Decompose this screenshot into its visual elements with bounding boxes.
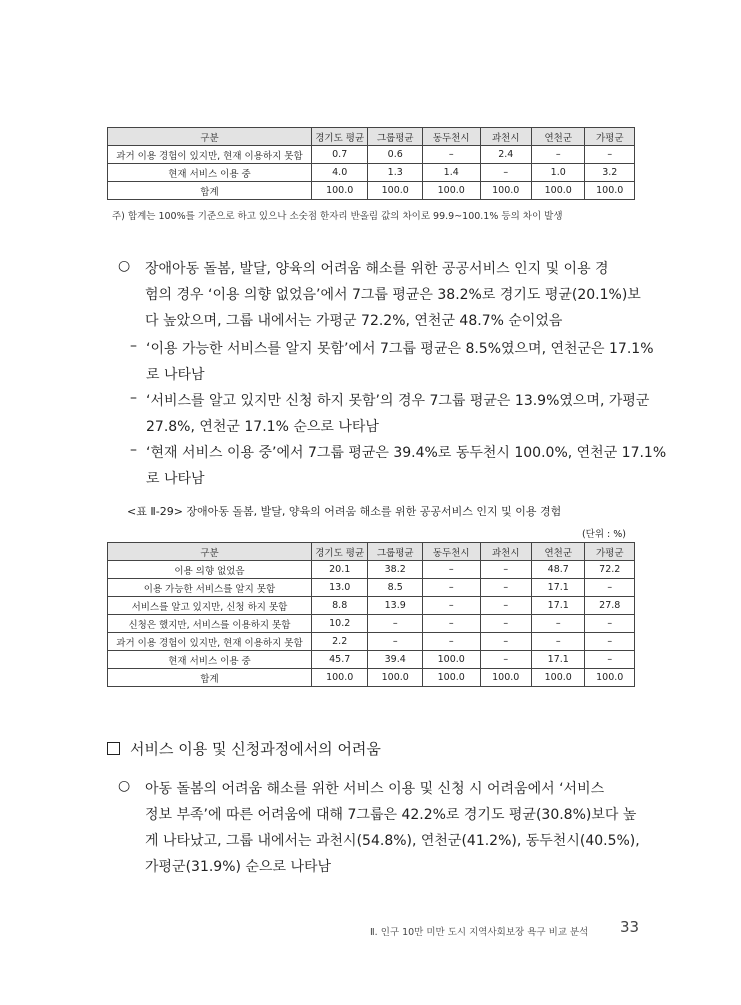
header-cell: 가평군: [585, 128, 635, 146]
table-cell: 17.1: [531, 579, 585, 597]
table-cell: 27.8: [585, 597, 635, 615]
table-cell: 100.0: [585, 669, 635, 687]
table-cell: 100.0: [311, 182, 368, 200]
header-cell: 연천군: [531, 543, 585, 561]
row-label: 과거 이용 경험이 있지만, 현재 이용하지 못함: [108, 146, 312, 164]
row-label: 이용 의향 없었음: [108, 561, 312, 579]
table-cell: 100.0: [368, 669, 423, 687]
dash-item-line: 로 나타남: [146, 367, 205, 383]
row-label: 합계: [108, 669, 312, 687]
header-cell: 동두천시: [422, 543, 480, 561]
table-cell: –: [585, 633, 635, 651]
table-service-awareness: [107, 542, 635, 687]
table-cell: 48.7: [531, 561, 585, 579]
table-total-row: [108, 669, 635, 687]
table-row: [108, 561, 635, 579]
table-cell: –: [422, 597, 480, 615]
dash-bullet: –: [130, 338, 137, 354]
table-row: [108, 164, 635, 182]
table-cell: –: [585, 579, 635, 597]
row-label: 합계: [108, 182, 312, 200]
table-cell: 100.0: [480, 182, 531, 200]
header-cell: 경기도 평균: [311, 128, 368, 146]
unit-label: (단위 : %): [581, 529, 626, 540]
row-label: 서비스를 알고 있지만, 신청 하지 못함: [108, 597, 312, 615]
section-title: 서비스 이용 및 신청과정에서의 어려움: [130, 740, 381, 758]
dash-item-line: ‘현재 서비스 이용 중’에서 7그룹 평균은 39.4%로 동두천시 100.0%, 연천군 17.1%: [146, 445, 667, 461]
table-cell: –: [480, 164, 531, 182]
table-cell: –: [422, 615, 480, 633]
header-cell: 가평군: [585, 543, 635, 561]
table-cell: 4.0: [311, 164, 368, 182]
paragraph-line: 아동 돌봄의 어려움 해소를 위한 서비스 이용 및 신청 시 어려움에서 ‘서비스: [145, 781, 605, 797]
table-cell: –: [480, 561, 531, 579]
table-cell: 100.0: [422, 182, 480, 200]
circle-bullet: ○: [118, 258, 131, 274]
table-cell: 10.2: [311, 615, 368, 633]
table-cell: –: [531, 146, 585, 164]
header-cell: 과천시: [480, 543, 531, 561]
table-row: [108, 633, 635, 651]
header-cell: 연천군: [531, 128, 585, 146]
table-cell: 8.8: [311, 597, 368, 615]
table-cell: –: [585, 615, 635, 633]
table-cell: 13.0: [311, 579, 368, 597]
table-cell: 100.0: [422, 669, 480, 687]
header-cell: 구분: [108, 543, 312, 561]
table-row: [108, 615, 635, 633]
table-cell: 0.6: [368, 146, 423, 164]
table-row: [108, 597, 635, 615]
table-row: [108, 146, 635, 164]
row-label: 이용 가능한 서비스를 알지 못함: [108, 579, 312, 597]
row-label: 현재 서비스 이용 중: [108, 651, 312, 669]
table-cell: –: [422, 146, 480, 164]
table-cell: –: [480, 579, 531, 597]
dash-item-line: ‘서비스를 알고 있지만 신청 하지 못함’의 경우 7그룹 평균은 13.9%였으며, 가평군: [146, 393, 650, 409]
header-cell: 과천시: [480, 128, 531, 146]
table-cell: 8.5: [368, 579, 423, 597]
paragraph-line: 다 높았으며, 그룹 내에서는 가평군 72.2%, 연천군 48.7% 순이었음: [145, 313, 563, 329]
table-cell: –: [422, 561, 480, 579]
table-cell: –: [585, 651, 635, 669]
dash-item-line: ‘이용 가능한 서비스를 알지 못함’에서 7그룹 평균은 8.5%였으며, 연천군은 17.1%: [146, 341, 654, 357]
table-cell: –: [480, 597, 531, 615]
table-cell: –: [422, 579, 480, 597]
paragraph-line: 험의 경우 ‘이용 의향 없었음’에서 7그룹 평균은 38.2%로 경기도 평균(20.1%)보: [145, 287, 641, 303]
table-cell: 2.4: [480, 146, 531, 164]
table-cell: –: [480, 651, 531, 669]
table-cell: 100.0: [531, 182, 585, 200]
table-total-row: [108, 182, 635, 200]
table-cell: –: [480, 633, 531, 651]
table-note: 주) 합계는 100%를 기준으로 하고 있으나 소숫점 한자리 반올림 값의 차이로 99.9~100.1% 등의 차이 발생: [112, 211, 563, 222]
table-cell: 38.2: [368, 561, 423, 579]
table-cell: 17.1: [531, 651, 585, 669]
dash-item-line: 로 나타남: [146, 471, 205, 487]
table-header-row: [108, 543, 635, 561]
table-cell: 1.0: [531, 164, 585, 182]
table-row: [108, 651, 635, 669]
page-number: 33: [620, 918, 640, 936]
table-cell: –: [531, 615, 585, 633]
table-cell: –: [585, 146, 635, 164]
table-cell: 20.1: [311, 561, 368, 579]
circle-bullet: ○: [118, 778, 131, 794]
row-label: 현재 서비스 이용 중: [108, 164, 312, 182]
dash-bullet: –: [130, 390, 137, 406]
table-cell: 100.0: [480, 669, 531, 687]
header-cell: 그룹평균: [368, 543, 423, 561]
paragraph-line: 장애아동 돌봄, 발달, 양육의 어려움 해소를 위한 공공서비스 인지 및 이용 경: [145, 261, 609, 277]
section-heading: [107, 738, 381, 759]
row-label: 과거 이용 경험이 있지만, 현재 이용하지 못함: [108, 633, 312, 651]
table-cell: 17.1: [531, 597, 585, 615]
running-footer: Ⅱ. 인구 10만 미만 도시 지역사회보장 욕구 비교 분석: [370, 927, 589, 938]
row-label: 신청은 했지만, 서비스를 이용하지 못함: [108, 615, 312, 633]
table-cell: 100.0: [368, 182, 423, 200]
table-cell: –: [422, 633, 480, 651]
table-cell: 0.7: [311, 146, 368, 164]
table-cell: –: [531, 633, 585, 651]
table-continued: [107, 127, 635, 200]
paragraph-line: 가평군(31.9%) 순으로 나타남: [145, 859, 332, 875]
table-cell: 100.0: [585, 182, 635, 200]
table-cell: 72.2: [585, 561, 635, 579]
header-cell: 구분: [108, 128, 312, 146]
table-cell: –: [480, 615, 531, 633]
table-header-row: [108, 128, 635, 146]
header-cell: 동두천시: [422, 128, 480, 146]
table-cell: –: [368, 615, 423, 633]
paragraph-line: 정보 부족’에 따른 어려움에 대해 7그룹은 42.2%로 경기도 평균(30.8%)보다 높: [145, 807, 637, 823]
table-cell: –: [368, 633, 423, 651]
table-cell: 100.0: [311, 669, 368, 687]
table-cell: 100.0: [422, 651, 480, 669]
dash-bullet: –: [130, 442, 137, 458]
table-cell: 1.3: [368, 164, 423, 182]
table-cell: 100.0: [531, 669, 585, 687]
square-bullet-icon: [107, 742, 120, 755]
table-row: [108, 579, 635, 597]
table-cell: 13.9: [368, 597, 423, 615]
header-cell: 경기도 평균: [311, 543, 368, 561]
dash-item-line: 27.8%, 연천군 17.1% 순으로 나타남: [146, 419, 379, 435]
paragraph-line: 게 나타났고, 그룹 내에서는 과천시(54.8%), 연천군(41.2%), 동두천시(40.5%),: [145, 833, 640, 849]
table-caption: <표 Ⅱ-29> 장애아동 돌봄, 발달, 양육의 어려움 해소를 위한 공공서비스 인지 및 이용 경험: [127, 505, 562, 518]
table-cell: 1.4: [422, 164, 480, 182]
table-cell: 2.2: [311, 633, 368, 651]
table-cell: 39.4: [368, 651, 423, 669]
table-cell: 3.2: [585, 164, 635, 182]
table-cell: 45.7: [311, 651, 368, 669]
header-cell: 그룹평균: [368, 128, 423, 146]
